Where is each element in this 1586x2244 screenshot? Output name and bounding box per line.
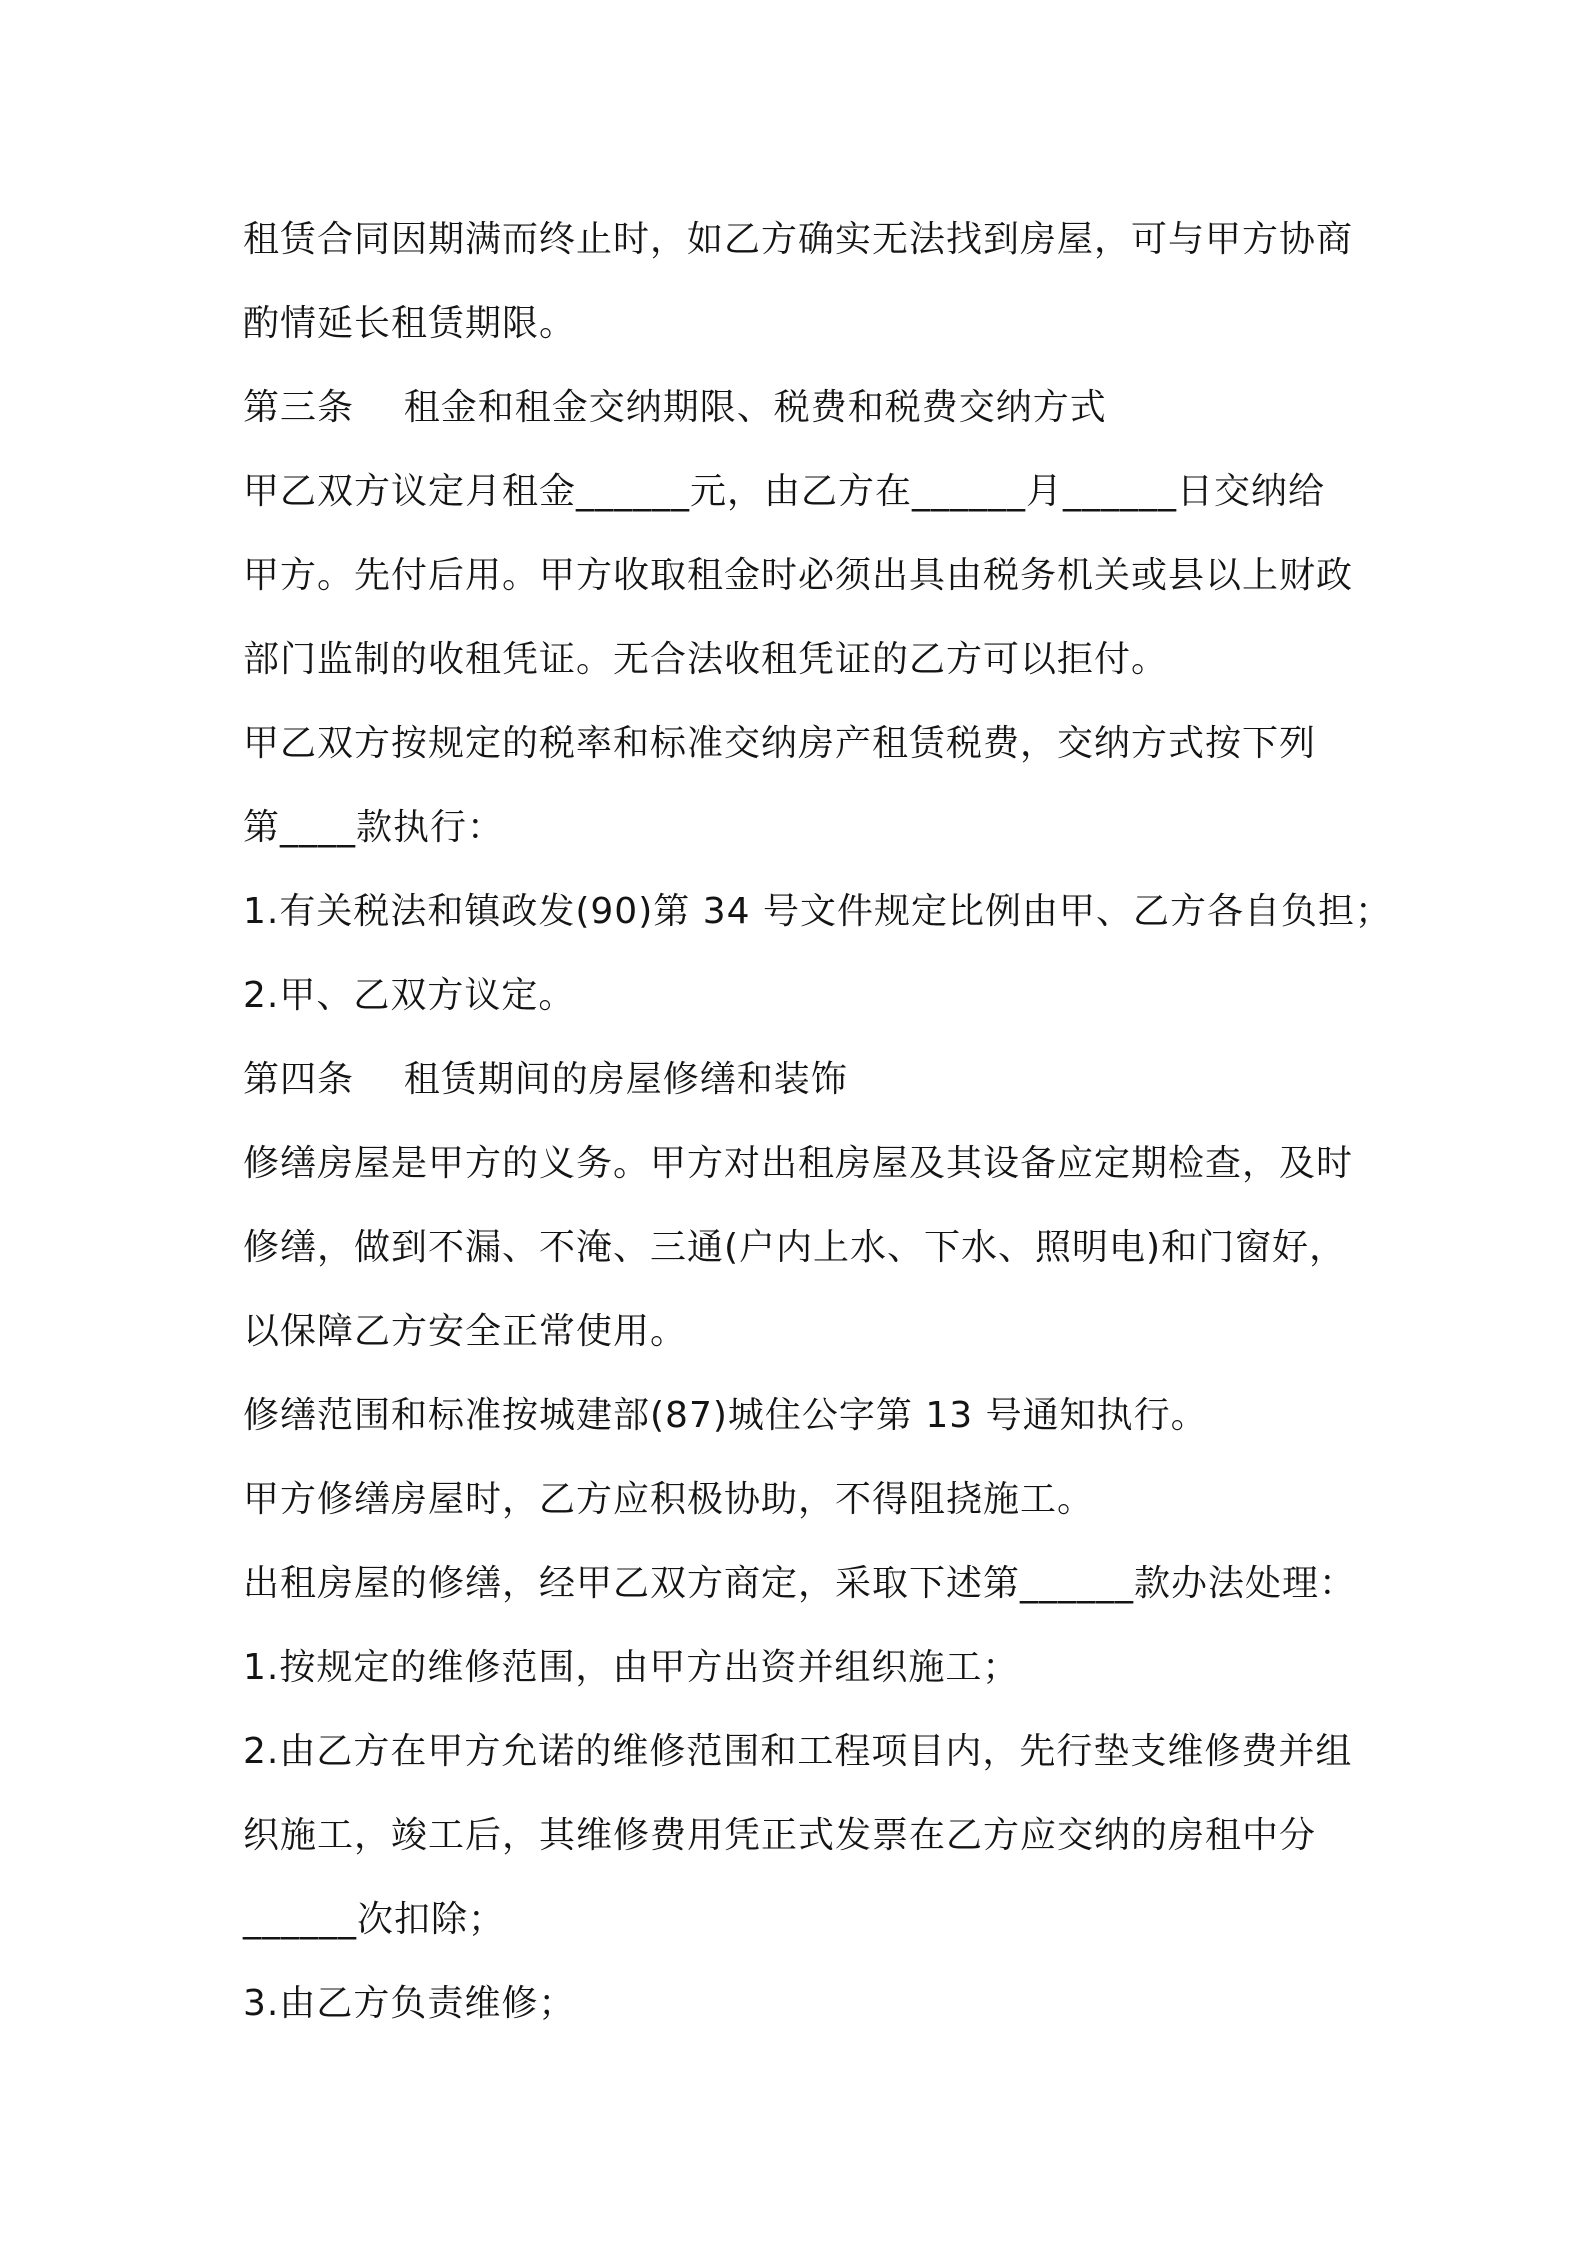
paragraph-line: 租赁合同因期满而终止时，如乙方确实无法找到房屋，可与甲方协商 bbox=[243, 219, 1354, 260]
paragraph-line: 第____款执行： bbox=[243, 807, 505, 848]
paragraph-line: 甲乙双方议定月租金______元，由乙方在______月______日交纳给 bbox=[243, 471, 1326, 512]
list-item: 1.按规定的维修范围，由甲方出资并组织施工； bbox=[243, 1647, 1020, 1688]
paragraph-line: 修缮范围和标准按城建部(87)城住公字第 13 号通知执行。 bbox=[243, 1395, 1208, 1436]
paragraph-line: 修缮房屋是甲方的义务。甲方对出租房屋及其设备应定期检查，及时 bbox=[243, 1143, 1354, 1184]
paragraph-line: 以保障乙方安全正常使用。 bbox=[243, 1311, 688, 1352]
list-item: 1.有关税法和镇政发(90)第 34 号文件规定比例由甲、乙方各自负担； bbox=[243, 891, 1392, 932]
paragraph-line: 甲方修缮房屋时，乙方应积极协助，不得阻挠施工。 bbox=[243, 1479, 1095, 1520]
paragraph-line: 出租房屋的修缮，经甲乙双方商定，采取下述第______款办法处理： bbox=[243, 1563, 1357, 1604]
document-body bbox=[243, 198, 1392, 2046]
paragraph-line: 甲方。先付后用。甲方收取租金时必须出具由税务机关或县以上财政 bbox=[243, 555, 1354, 596]
list-item: 3.由乙方负责维修； bbox=[243, 1983, 576, 2024]
list-item: 2.由乙方在甲方允诺的维修范围和工程项目内，先行垫支维修费并组 bbox=[243, 1731, 1353, 1772]
paragraph-line: 甲乙双方按规定的税率和标准交纳房产租赁税费，交纳方式按下列 bbox=[243, 723, 1317, 764]
list-item: 2.甲、乙双方议定。 bbox=[243, 975, 576, 1016]
paragraph-line: ______次扣除； bbox=[243, 1899, 506, 1940]
section-heading-article-3: 第三条 租金和租金交纳期限、税费和税费交纳方式 bbox=[243, 387, 1107, 428]
paragraph-line: 织施工，竣工后，其维修费用凭正式发票在乙方应交纳的房租中分 bbox=[243, 1815, 1317, 1856]
paragraph-line: 修缮，做到不漏、不淹、三通(户内上水、下水、照明电)和门窗好， bbox=[243, 1227, 1347, 1268]
paragraph-line: 部门监制的收租凭证。无合法收租凭证的乙方可以拒付。 bbox=[243, 639, 1169, 680]
paragraph-line: 酌情延长租赁期限。 bbox=[243, 303, 577, 344]
section-heading-article-4: 第四条 租赁期间的房屋修缮和装饰 bbox=[243, 1059, 848, 1100]
